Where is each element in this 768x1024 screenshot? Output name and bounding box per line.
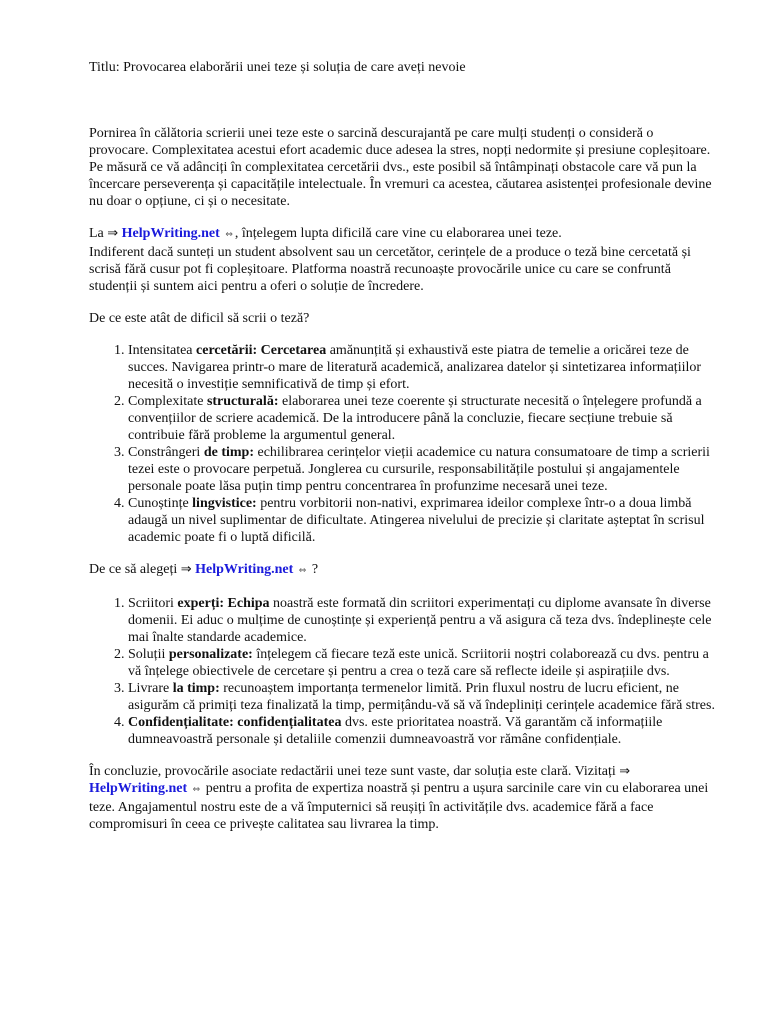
conclusion-prefix: În concluzie, provocările asociate redactării unei teze sunt vaste, dar soluția este clară. Vizitați — [89, 764, 616, 779]
helpwriting-link[interactable]: HelpWriting.net — [195, 562, 294, 577]
conclusion-paragraph — [89, 763, 716, 833]
list-item: 2. Soluții personalizate: înțelegem că fiecare teză este unică. Scriitorii noștri colaborează cu dvs. pentru a vă înțelege obiectivele de cercetare și pentru a crea o teză care să reflecte ideile și aspirațiile dvs. — [128, 646, 716, 680]
para2-rest: Indiferent dacă sunteți un student absolvent sau un cercetător, cerințele de a produce o teză bine cercetată și scrisă fără cusur pot fi copleșitoare. Platforma noastră recunoaște provocările unice cu care se confruntă studenții și suntem aici pentru a oferi o soluție de încredere. — [89, 245, 691, 294]
link-icon: ⇔ — [192, 785, 201, 795]
arrow-icon: ⇒ — [180, 562, 192, 577]
link-icon: ⇔ — [298, 566, 307, 576]
intro-paragraph: Pornirea în călătoria scrierii unei teze este o sarcină descurajantă pe care mulți studenți o consideră o provocare. Complexitatea acestui efort academic duce adesea la stres, nopți nedormite și presiune copleșitoare. Pe măsură ce vă adânciți în complexitatea cercetării dvs., este posibil să întâmpinați obstacole care vă pun la încercare perseverența și capacitățile intelectuale. În vremuri ca acestea, căutarea asistenței profesionale devine nu doar o opțiune, ci și o necesitate. — [89, 126, 712, 209]
list-item: 1. Intensitatea cercetării: Cercetarea amănunțită și exhaustivă este piatra de temelie a oricărei teze de succes. Navigarea printr-o mare de literatură academică, analizarea datelor și sintetizarea informațiilor necesită o investiție semnificativă de timp și efort. — [128, 342, 716, 393]
list-item: 4. Cunoștințe lingvistice: pentru vorbitorii non-nativi, exprimarea ideilor complexe într-o a doua limbă adaugă un nivel suplimentar de dificultate. Atingerea nivelului de precizie și claritate așteptat în scrisul academic poate fi o luptă dificilă. — [128, 495, 716, 546]
helpwriting-link[interactable]: HelpWriting.net — [89, 781, 188, 796]
helpwriting-link[interactable]: HelpWriting.net — [121, 226, 220, 241]
arrow-icon: ⇒ — [619, 764, 631, 779]
question-difficulty: De ce este atât de dificil să scrii o teză? — [89, 311, 310, 326]
helpwriting-paragraph — [89, 225, 716, 295]
list-item: 3. Constrângeri de timp: echilibrarea cerințelor vieții academice cu natura consumatoare de timp a scrierii tezei este o provocare perpetuă. Jonglerea cu cursurile, responsabilitățile postului și angajamentele personale poate lăsa puțin timp pentru concentrarea în profunzime necesară unei teze. — [128, 444, 716, 495]
list-item: 2. Complexitate structurală: elaborarea unei teze coerente și structurate necesită o înțelegere profundă a convențiilor de scriere academică. De la introducere până la concluzie, fiecare secțiune trebuie să contribuie fără probleme la argumentul general. — [128, 393, 716, 444]
list-item: 1. Scriitori experți: Echipa noastră este formată din scriitori experimentați cu diplome avansate în diverse domenii. Ei aduc o mulțime de cunoștințe și experiență pentru a vă asigura că teza dvs. îndeplinește cele mai înalte standarde academice. — [128, 595, 716, 646]
link-icon: ⇔ — [225, 230, 233, 240]
benefits-list — [89, 595, 716, 748]
difficulty-list — [89, 342, 716, 546]
list-item: 4. Confidențialitate: confidențialitatea dvs. este prioritatea noastră. Vă garantăm că informațiile dumneavoastră personale și detaliile comenzii dumneavoastră vor rămâne confidențiale. — [128, 714, 716, 748]
para2-suffix: , înțelegem lupta dificilă care vine cu elaborarea unei teze. — [234, 226, 562, 241]
question2-suffix: ? — [308, 562, 319, 577]
question-why-choose — [89, 561, 716, 580]
arrow-icon: ⇒ — [107, 226, 119, 241]
conclusion-suffix: pentru a profita de expertiza noastră și pentru a ușura sarcinile care vin cu elaborarea unei teze. Angajamentul nostru este de a vă împuternici să reușiți în activitățile dvs. academice fără a face compromisuri în ceea ce privește calitatea sau livrarea la timp. — [89, 781, 709, 832]
document-title: Titlu: Provocarea elaborării unei teze și soluția de care aveți nevoie — [89, 60, 466, 75]
para2-prefix: La — [89, 226, 104, 241]
question2-prefix: De ce să alegeți — [89, 562, 178, 577]
list-item: 3. Livrare la timp: recunoaștem importanța termenelor limită. Prin fluxul nostru de lucru eficient, ne asigurăm că primiți teza finalizată la timp, permițându-vă să vă îndepliniți cerințele academice fără stres. — [128, 680, 716, 714]
